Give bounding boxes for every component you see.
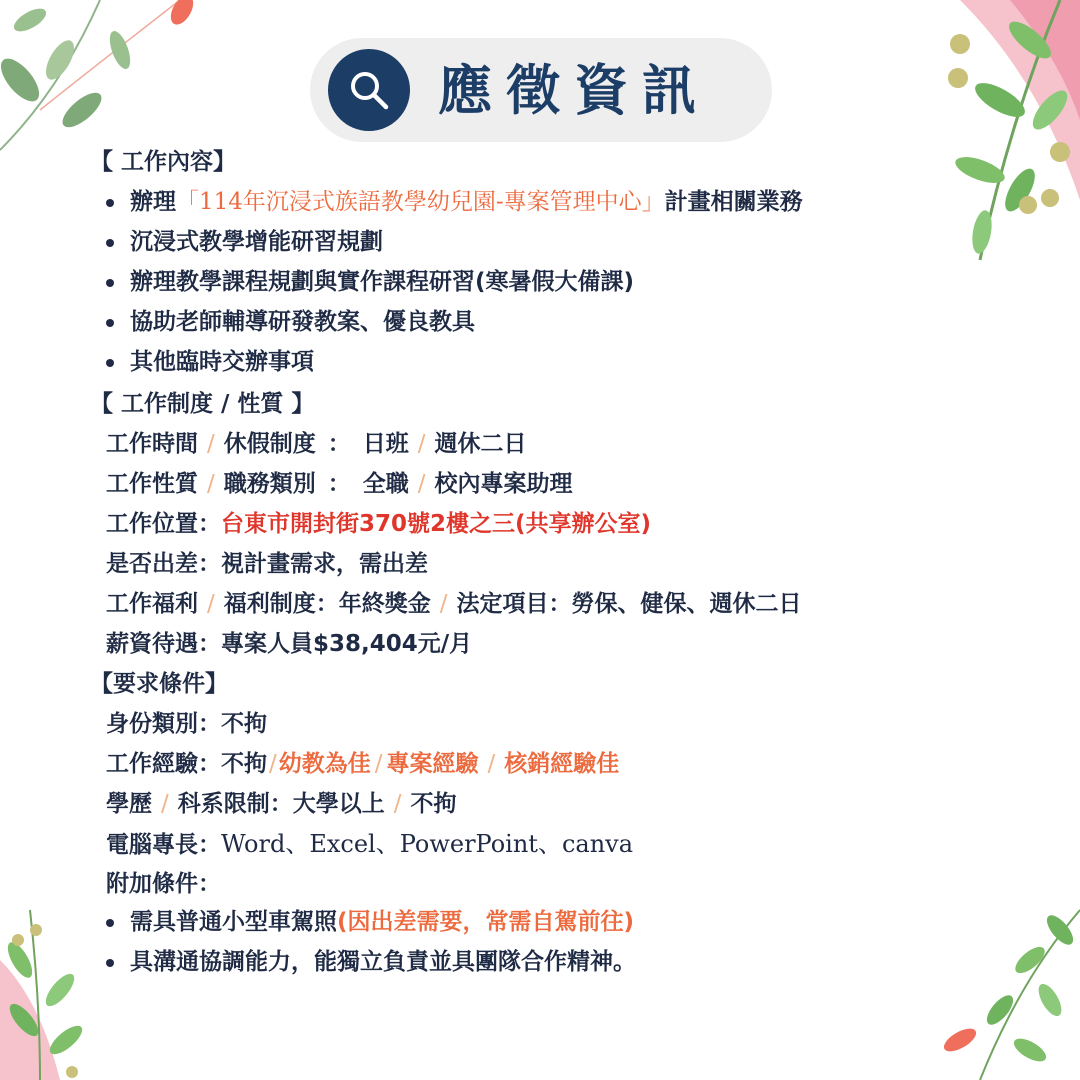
item-text: 其他臨時交辦事項 bbox=[130, 349, 314, 375]
list-item bbox=[106, 222, 383, 262]
preference-value: 專案經驗 bbox=[386, 751, 479, 777]
separator: / bbox=[207, 431, 215, 457]
field-label: 是否出差： bbox=[106, 551, 221, 577]
item-text: 計畫相關業務 bbox=[664, 189, 803, 215]
field-label: 法定項目： bbox=[456, 591, 572, 617]
field-location bbox=[106, 504, 651, 544]
field-label: 科系限制： bbox=[177, 791, 293, 817]
field-value: 日班 bbox=[362, 431, 409, 457]
salary-value: 專案人員$38,404元/月 bbox=[221, 631, 473, 657]
separator: / bbox=[487, 751, 496, 777]
separator: / bbox=[417, 471, 426, 497]
list-item bbox=[106, 942, 636, 982]
page-title: 應徵資訊 bbox=[438, 58, 710, 122]
field-hours bbox=[106, 424, 527, 464]
separator: / bbox=[393, 791, 402, 817]
list-item bbox=[106, 342, 314, 382]
field-computer bbox=[106, 824, 633, 864]
separator: / bbox=[161, 791, 169, 817]
field-salary bbox=[106, 624, 472, 664]
field-value: 不拘 bbox=[410, 791, 457, 817]
field-label: 休假制度 bbox=[223, 431, 316, 457]
field-travel bbox=[106, 544, 428, 584]
field-experience bbox=[106, 744, 619, 784]
field-label: 工作性質 bbox=[106, 471, 198, 497]
list-item bbox=[106, 182, 803, 222]
item-text: 沉浸式教學增能研習規劃 bbox=[130, 229, 383, 255]
list-item bbox=[106, 302, 475, 342]
location-value: 台東市開封街370號2樓之三(共享辦公室) bbox=[221, 511, 652, 537]
field-value: 週休二日 bbox=[434, 431, 527, 457]
field-value: 視計畫需求，需出差 bbox=[221, 551, 428, 577]
section-heading-job-content: 【 工作內容】 bbox=[90, 148, 237, 175]
field-identity bbox=[106, 704, 267, 744]
item-text: 需具普通小型車駕照 bbox=[130, 909, 337, 935]
section-heading-requirements: 【要求條件】 bbox=[90, 670, 228, 697]
field-label: 附加條件： bbox=[106, 871, 221, 897]
field-label: 薪資待遇： bbox=[106, 631, 221, 657]
field-education bbox=[106, 784, 457, 824]
field-label: 職務類別 bbox=[223, 471, 316, 497]
field-value: 不拘 bbox=[221, 711, 267, 737]
section-heading-job-system: 【 工作制度 / 性質 】 bbox=[90, 390, 315, 417]
item-text: 具溝通協調能力，能獨立負責並具團隊合作精神。 bbox=[130, 949, 636, 975]
field-additional bbox=[106, 864, 221, 904]
field-label: 工作福利 bbox=[106, 591, 198, 617]
item-text: 辦理教學課程規劃與實作課程研習(寒暑假大備課) bbox=[130, 269, 635, 295]
field-label: 福利制度： bbox=[223, 591, 339, 617]
field-value: Word、Excel、PowerPoint、canva bbox=[221, 830, 634, 858]
colon: ： bbox=[327, 471, 351, 497]
item-text: 協助老師輔導研發教案、優良教具 bbox=[130, 309, 475, 335]
item-text: 辦理 bbox=[130, 189, 176, 215]
field-label: 身份類別： bbox=[106, 711, 221, 737]
preference-value: 幼教為佳 bbox=[278, 751, 371, 777]
field-value: 不拘 bbox=[221, 751, 267, 777]
field-value: 全職 bbox=[362, 471, 409, 497]
list-item bbox=[106, 262, 634, 302]
field-nature bbox=[106, 464, 573, 504]
field-value: 年終獎金 bbox=[338, 591, 431, 617]
field-label: 工作時間 bbox=[106, 431, 198, 457]
colon: ： bbox=[327, 431, 351, 457]
list-item bbox=[106, 902, 634, 942]
project-name-highlight: 「114年沉浸式族語教學幼兒園-專案管理中心」 bbox=[176, 189, 665, 215]
field-value: 大學以上 bbox=[292, 791, 385, 817]
field-label: 電腦專長： bbox=[106, 832, 221, 858]
separator: / bbox=[207, 471, 215, 497]
separator: / bbox=[439, 591, 448, 617]
separator: / bbox=[374, 751, 383, 777]
item-note: (因出差需要，常需自駕前往) bbox=[337, 909, 635, 935]
field-label: 工作經驗： bbox=[106, 751, 221, 777]
field-label: 工作位置： bbox=[106, 511, 221, 537]
field-label: 學歷 bbox=[106, 791, 152, 817]
field-welfare bbox=[106, 584, 802, 624]
separator: / bbox=[269, 751, 277, 777]
preference-value: 核銷經驗佳 bbox=[504, 751, 620, 777]
field-value: 校內專案助理 bbox=[434, 471, 573, 497]
separator: / bbox=[207, 591, 215, 617]
field-value: 勞保、健保、週休二日 bbox=[571, 591, 802, 617]
separator: / bbox=[417, 431, 426, 457]
